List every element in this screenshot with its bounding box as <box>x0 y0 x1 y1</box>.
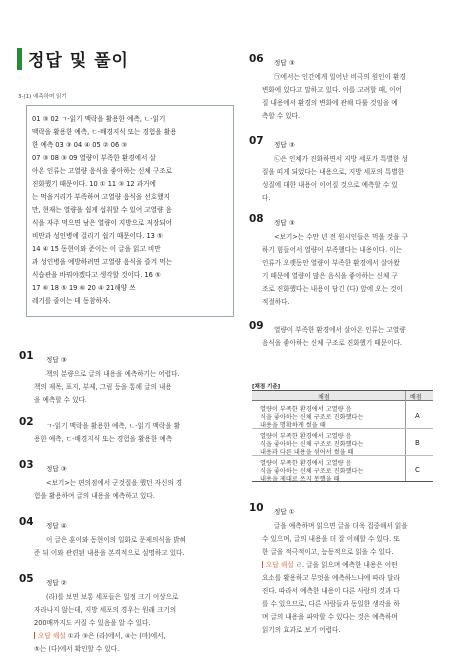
summary-line: 14 ④ 15 동현이와 준이는 이 글을 읽고 비만 <box>32 245 161 253</box>
answer-label: 정답 ③ <box>46 356 67 364</box>
note-text: ①과 ③은 (라)에서, ④는 (마)에서, <box>67 632 166 640</box>
explanation-line: 용한 예측, ㄷ-배경지식 또는 경험을 활용한 예측 <box>34 435 173 443</box>
explanation-line: ㉠에서는 인간에게 일어난 비극의 원인이 환경 <box>274 73 406 81</box>
summary-line: 한 예측 03 ③ 04 ④ 05 ② 06 ③ <box>32 141 128 149</box>
explanation-line: ⑤는 (다)에서 확인할 수 있다. <box>34 645 120 653</box>
table-divider <box>405 391 406 481</box>
rubric-cell-line: 식을 좋아하는 신체 구조로 진화했다는 <box>260 441 364 448</box>
summary-line: 비만과 성인병에 걸리기 쉽기 때문이다. 13 ⑤ <box>32 232 163 240</box>
question-number: 02 <box>19 416 34 428</box>
rubric-cell-line: 식을 좋아하는 신체 구조로 진화했다는 <box>260 468 364 475</box>
summary-line: 아온 인류는 고열량 음식을 좋아하는 신체 구조로 <box>32 167 172 175</box>
explanation-line: 하기 힘들어서 열량이 부족했다는 내용이다. 이는 <box>262 246 402 254</box>
explanation-line: 수 있으며, 글의 내용을 더 잘 이해할 수 있다. 또 <box>262 535 400 543</box>
explanation-line: 글을 예측하며 읽으면 글을 더욱 집중해서 읽을 <box>274 522 408 530</box>
question-number: 04 <box>19 516 34 528</box>
summary-line: 는 먹을거리가 부족하여 고열량 음식을 선호했지 <box>32 193 170 201</box>
summary-line: 레기를 줄이는 데 동참하자. <box>32 297 111 305</box>
rubric-cell-line: 열량이 부족한 환경에서 고열량 음 <box>260 433 352 440</box>
answer-label: 정답 ③ <box>274 59 295 67</box>
explanation-line: 인류가 오랫동안 열량이 부족한 환경에서 살아왔 <box>262 259 400 267</box>
explanation-line: 음식을 좋아하는 신체 구조로 진화했기 때문이다. <box>262 339 402 347</box>
rubric-table <box>252 390 433 482</box>
rubric-cell-line: 열량이 부족한 환경에서 고열량 음 <box>260 406 352 413</box>
rubric-cell-line: 열량이 부족한 환경에서 고열량 음 <box>260 460 352 467</box>
explanation-line: 적절하다. <box>262 298 290 306</box>
explanation-line: 질을 띠게 되었다는 내용으로, 지방 세포의 특별한 <box>262 168 405 176</box>
explanation-line: 200배까지도 커질 수 있음을 알 수 있다. <box>34 619 151 627</box>
answer-label: 정답 ② <box>46 579 67 587</box>
rubric-grade: B <box>415 439 420 447</box>
question-number: 06 <box>249 53 264 65</box>
explanation-line: 이 글은 훈이와 동현이의 일화로 문제의식을 밝혀 <box>46 536 186 544</box>
explanation-line: ㄱ-읽기 맥락을 활용한 예측, ㄴ-읽기 맥락을 활 <box>46 422 181 430</box>
question-number: 05 <box>19 573 34 585</box>
rubric-cell-line: 내용과 다른 내용을 섞어서 썼을 때 <box>260 449 354 456</box>
explanation-line: 질 내용에서 환경의 변화에 관해 다룰 것임을 예 <box>262 99 398 107</box>
explanation-line: (라)를 보면 보통 세포들은 일정 크기 이상으로 <box>46 593 179 601</box>
explanation-line: 변화에 있다고 말하고 있다. 이를 고려할 때, 이어 <box>262 86 402 94</box>
explanation-line: 측할 수 있다. <box>262 112 301 120</box>
explanation-line: 험을 활용하여 글의 내용을 예측하고 있다. <box>34 492 155 500</box>
question-number: 10 <box>249 502 264 514</box>
rubric-cell-line: 내용을 제대로 쓰지 못했을 때 <box>260 476 340 483</box>
summary-line: 식을 자주 먹으면 남은 열량이 지방으로 저장되어 <box>32 219 172 227</box>
wrong-answer-note <box>262 559 397 569</box>
explanation-line: 열량이 부족한 환경에서 살아온 인류는 고열량 <box>274 326 406 334</box>
explanation-line: 요소를 활용하고 무엇을 예측하느냐에 따라 달라 <box>262 574 400 582</box>
explanation-line: 성질에 대한 내용이 이어질 것으로 예측할 수 있 <box>262 181 398 189</box>
question-number: 03 <box>19 459 34 471</box>
question-number: 01 <box>19 350 34 362</box>
summary-line: 01 ③ 02 ㄱ-읽기 맥락을 활용한 예측, ㄴ-읽기 <box>32 115 166 123</box>
summary-line: 맥락을 활용한 예측, ㄷ-배경지식 또는 경험을 활용 <box>32 128 177 136</box>
rubric-header-score: 배점 <box>410 394 422 401</box>
answer-label: 정답 ③ <box>274 219 295 227</box>
summary-line: 만, 현재는 열량을 쉽게 섭취할 수 있어 고열량 음 <box>32 206 172 214</box>
wrong-answer-note <box>34 630 166 640</box>
rubric-cell-line: 내용을 명확하게 썼을 때 <box>260 422 326 429</box>
question-number: 09 <box>249 320 264 332</box>
note-label: 오답 해설 <box>266 561 294 569</box>
page-title: 정답 및 풀이 <box>28 51 129 71</box>
explanation-line: 를 수 있으므로, 다른 사람들과 동일한 생각을 하 <box>262 600 400 608</box>
answer-label: 정답 ③ <box>46 465 67 473</box>
note-text: ㄹ. 글을 읽으며 예측한 내용은 어떤 <box>295 561 398 569</box>
summary-line: 07 ③ 08 ③ 09 열량이 부족한 환경에서 살 <box>32 154 156 162</box>
summary-line: 17 ⑥ 18 ⑤ 19 ⑥ 20 ④ 21해양 쓰 <box>32 284 136 292</box>
explanation-line: 준 뒤 이와 관련된 내용을 본격적으로 설명하고 있다. <box>34 549 185 557</box>
explanation-line: 조로 진화했다는 내용이 담긴 (다) 앞에 오는 것이 <box>262 285 403 293</box>
title-accent-bar <box>17 48 22 70</box>
explanation-line: ㉡은 인체가 진화하면서 지방 세포가 특별한 성 <box>274 155 408 163</box>
answer-label: 정답 ① <box>274 508 295 516</box>
explanation-line: 며 글의 내용을 파악할 수 있다는 것은 예측하며 <box>262 613 398 621</box>
rubric-label: [채점 기준] <box>252 384 281 390</box>
explanation-line: 다. <box>262 194 271 202</box>
summary-line: 진화했기 때문이다. 10 ① 11 ③ 12 과거에 <box>32 180 156 188</box>
rubric-cell-line: 식을 좋아하는 신체 구조로 진화했다는 <box>260 414 364 421</box>
section-label: 3-(1) 예측하며 읽기 <box>18 94 67 100</box>
question-number: 07 <box>249 135 264 147</box>
explanation-line: <보기>는 편의점에서 군것질을 했던 자신의 경 <box>46 479 183 487</box>
explanation-line: 자라나지 않는데, 지방 세포의 경우는 원래 크기의 <box>34 606 177 614</box>
note-marker <box>262 561 263 568</box>
explanation-line: 진다. 따라서 예측한 내용이 다른 사람의 것과 다 <box>262 587 400 595</box>
explanation-line: 기 때문에 열량이 많은 음식을 좋아하는 신체 구 <box>262 272 398 280</box>
explanation-line: <보기>는 수만 년 전 원시인들은 먹을 것을 구 <box>274 233 409 241</box>
explanation-line: 책의 제목, 표지, 부제, 그림 등을 통해 글의 내용 <box>34 383 172 391</box>
note-label: 오답 해설 <box>38 632 66 640</box>
question-number: 08 <box>249 213 264 225</box>
note-marker <box>34 632 35 639</box>
answer-label: 정답 ④ <box>46 522 67 530</box>
summary-line: 과 성인병을 예방하려면 고열량 음식을 즐겨 먹는 <box>32 258 172 266</box>
rubric-header-criteria: 채점 <box>318 394 330 401</box>
explanation-line: 을 예측할 수 있다. <box>34 396 87 404</box>
explanation-line: 한 글을 적극적이고, 능동적으로 읽을 수 있다. <box>262 548 394 556</box>
summary-line: 식습관을 바꿔야겠다고 생각할 것이다. 16 ⑤ <box>32 271 161 279</box>
explanation-line: 읽기의 효과로 보기 어렵다. <box>262 626 341 634</box>
rubric-grade: A <box>415 412 420 420</box>
rubric-grade: C <box>415 466 420 474</box>
explanation-line: 책의 분량으로 글의 내용을 예측하기는 어렵다. <box>46 370 180 378</box>
answer-label: 정답 ③ <box>274 141 295 149</box>
